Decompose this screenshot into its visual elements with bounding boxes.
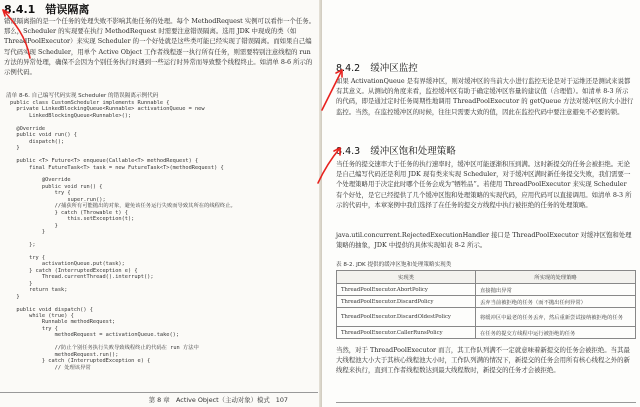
code-line: private LinkedBlockingQueue<Runnable> activationQueue = new [10, 106, 205, 113]
table-row [337, 296, 636, 308]
section-heading-8-4-1 [4, 1, 89, 17]
code-line: } [10, 293, 20, 300]
policy-table [336, 270, 636, 339]
code-line: public void run() { [10, 132, 77, 139]
code-line: //捕获所有可能抛出的对象，避免该任务运行失败而导致其所在的线程终止。 [10, 203, 236, 210]
code-line: // 处理该异常 [10, 364, 91, 371]
section-title: 错误隔离 [45, 3, 90, 16]
table-cell-class: ThreadPoolExecutor.DiscardPolicy [337, 296, 476, 308]
footer-rule [0, 392, 318, 393]
code-line: try { [10, 254, 46, 261]
code-line: public void dispatch() { [10, 306, 93, 313]
code-line: Runnable methodRequest; [10, 319, 116, 326]
code-line: } catch (Throwable t) { [10, 209, 128, 216]
code-listing-caption: 清单 8-6. 自己编写代码实现 Scheduler 的错误隔离示例代码 [6, 93, 159, 99]
code-line: this.setException(t); [10, 216, 135, 223]
code-line: } catch (InterruptedException e) { [10, 358, 151, 365]
code-line: @Override [10, 125, 46, 132]
code-line: public class CustomScheduler implements Runnable { [10, 100, 170, 106]
code-line: super.run(); [10, 196, 106, 203]
table-cell-class: ThreadPoolExecutor.AbortPolicy [337, 284, 476, 296]
table-row [337, 308, 636, 327]
code-line: return task; [10, 287, 68, 294]
intro-paragraph: 错误隔离指的是一个任务的处理失败不影响其他任务的处理。每个 MethodRequest 实例可以看作一个任务。那么，Scheduler 的实现要在执行 MethodRequest 时需要注意错误隔离。选用 JDK 中现成的类（如 ThreadPoolExecutor）来实现 Scheduler 的一个好处就是这些类可能已经实现了错误隔离。而如果自己编写代码实现 Scheduler，用单个 Active Object 工作者线程逐一执行所有任务，则需要特别注意线程的 run 方法的异常处理，确保不会因为个别任务执行时遇到一些运行时异常而导致整个线程终止。如清单 8-6 所示的示例代码。 [4, 17, 316, 77]
table-header-cell: 实现类 [337, 271, 476, 284]
code-line: } catch (InterruptedException e) { [10, 267, 138, 274]
code-line: methodRequest = activationQueue.take(); [10, 332, 180, 339]
table-header-row [337, 271, 636, 284]
code-line: //防止个别任务执行失败导致线程终止的代码在 run 方法中 [10, 345, 199, 352]
code-line: try { [10, 190, 71, 197]
section-number: 8.4.3 [336, 146, 361, 157]
code-line: public <T> Future<T> enqueue(Callable<T> methodRequest) { [10, 158, 199, 165]
code-line: dispatch(); [10, 138, 65, 145]
code-line: LinkedBlockingQueue<Runnable>(); [10, 112, 132, 119]
table-cell-policy: 直接抛出异常 [476, 284, 636, 296]
table-cell-policy: 丢弃当前被拒绝的任务（而不抛出任何异常） [476, 296, 636, 308]
footer-page-number: 107 [275, 396, 288, 404]
table-row [337, 284, 636, 296]
footer-chapter: 第 8 章 Active Object（主动对象）模式 [148, 396, 270, 404]
section-heading-8-4-3 [336, 143, 456, 157]
table-cell-policy: 将缓冲区中最老的任务丢弃，然后重新尝试接纳被拒绝的任务 [476, 308, 636, 327]
code-line: public void run() { [10, 183, 103, 190]
code-line: } [10, 145, 20, 152]
section-title: 缓冲区监控 [370, 63, 418, 74]
page-footer [149, 395, 288, 404]
table-caption: 表 8-2. JDK 提供的缓冲区饱和处理策略实现类 [336, 262, 452, 268]
code-line: final FutureTask<T> task = new FutureTask<T>(methodRequest) { [10, 164, 224, 171]
section-heading-8-4-2 [336, 60, 418, 74]
table-cell-policy: 在任务的提交方线程中运行被拒绝的任务 [476, 327, 636, 339]
table-cell-class: ThreadPoolExecutor.DiscardOldestPolicy [337, 308, 476, 327]
footer-rule [336, 402, 636, 403]
paragraph-saturation-1: 当任务的提交速率大于任务的执行速率时，缓冲区可能逐渐积压到满。这时新提交的任务会被拒绝。无论是自己编写代码还是利用 JDK 现有类来实现 Scheduler，对于缓冲区满时新任务提交失败，我们需要一个处理策略用于决定此时哪个任务会成为“牺牲品”。若使用 ThreadPoolExecutor 来实现 Scheduler 有个好处，是它已经提供了几个缓冲区饱和处理策略的实现代码，应用代码可以直接调用。如清单 8-3 所示的代码中，本章案例中我们选择了在任务的提交方线程中执行被拒绝的任务的处理策略。 [336, 160, 632, 209]
table-header-cell: 所实现的处理策略 [476, 271, 636, 284]
section-title: 缓冲区饱和处理策略 [370, 146, 456, 157]
code-line: Thread.currentThread().interrupt(); [10, 274, 154, 281]
code-line: } [10, 280, 33, 287]
right-book-page [322, 0, 640, 407]
table-row [337, 327, 636, 339]
code-listing [10, 100, 310, 371]
code-line: try { [10, 325, 58, 332]
paragraph-saturation-3: 当然，对于 ThreadPoolExecutor 而言，其工作队列满不一定就意味着新提交的任务会被拒绝。当其最大线程池大小大于其核心线程池大小时，工作队列满的情况下，新提交的任务会用所有核心线程之外的新线程来执行，直到工作者线程数达到最大线程数时，新提交的任务才会被拒绝。 [336, 346, 630, 375]
section-number: 8.4.2 [336, 63, 361, 74]
section-number: 8.4.1 [4, 3, 36, 16]
code-line: while (true) { [10, 312, 74, 319]
code-line: }; [10, 241, 36, 248]
code-line: } [10, 229, 46, 236]
code-line: activationQueue.put(task); [10, 261, 125, 268]
paragraph-buffer-monitoring: 如果 ActivationQueue 是有界缓冲区，则对缓冲区的当前大小进行监控无论是对于运维还是测试来说都有其意义。从测试的角度来看，监控缓冲区有助于确定缓冲区容量的建议值（合理值）。如清单 8-3 所示的代码，即是通过定时任务周期性地调用 ThreadPoolExecutor 的 getQueue 方法对缓冲区的大小进行监控。当然，在监控缓冲区的时候，往往只需要大致的值，因此在监控代码中要注意避免不必要的锁。 [336, 77, 634, 116]
table-cell-class: ThreadPoolExecutor.CallerRunsPolicy [337, 327, 476, 339]
paragraph-saturation-2: java.util.concurrent.RejectedExecutionHandler 接口是 ThreadPoolExecutor 对缓冲区饱和处理策略的抽象，JDK 中提供的具体实现如表 8-2 所示。 [336, 231, 632, 250]
code-line: } [10, 222, 58, 229]
code-line: @Override [10, 177, 71, 184]
code-line: methodRequest.run(); [10, 351, 119, 358]
